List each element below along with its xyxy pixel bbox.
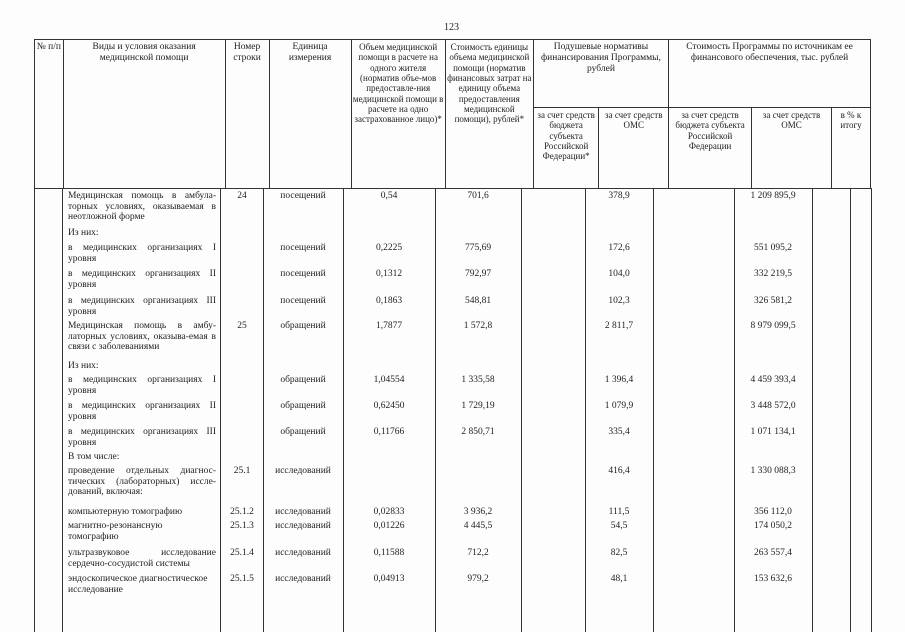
row-percapita-oms: 111,5 <box>608 507 630 517</box>
row-program-oms: 153 632,6 <box>754 574 792 584</box>
row-desc: в медицинских организациях II уровня <box>68 401 216 422</box>
row-program-oms: 356 112,0 <box>754 507 792 517</box>
row-unit: посещений <box>280 243 326 253</box>
header-cost: Стоимость единицы объема медицинской помощи (норматив финансовых затрат на единицу объема предоставления медицинской помощи), рублей* <box>445 40 533 189</box>
row-cost: 3 936,2 <box>463 507 493 517</box>
header-type: Виды и условия оказания медицинской помощи <box>63 40 225 189</box>
row-program-oms: 263 557,4 <box>754 548 792 558</box>
row-volume: 0,11588 <box>373 548 405 558</box>
row-volume: 0,1312 <box>375 269 403 279</box>
header-program-budget: за счет средств бюджета субъекта Российской Федерации <box>669 108 752 189</box>
row-desc: ультразвуковое исследование сердечно-сосудистой системы <box>68 548 216 569</box>
row-number: 25.1.5 <box>230 574 254 584</box>
row-number: 25.1.2 <box>230 507 254 517</box>
row-unit: обращений <box>280 375 326 385</box>
row-program-oms: 8 979 099,5 <box>750 321 796 331</box>
row-cost: 701,6 <box>467 191 489 201</box>
row-percapita-oms: 378,9 <box>608 191 630 201</box>
header-program-oms: за счет средств ОМС <box>752 108 832 189</box>
row-unit: исследований <box>275 466 331 476</box>
row-program-oms: 1 071 134,1 <box>750 427 796 437</box>
header-no: № п/п <box>35 40 64 189</box>
rule <box>871 188 872 632</box>
row-cost: 1 572,8 <box>463 321 493 331</box>
row-desc: эндоскопическое диагностическое исследование <box>68 574 208 595</box>
row-number: 25.1.4 <box>230 548 254 558</box>
row-volume: 0,54 <box>380 191 398 201</box>
row-program-oms: 1 330 088,3 <box>750 466 796 476</box>
row-cost: 1 729,19 <box>461 401 495 411</box>
row-number: 25.1 <box>233 466 251 476</box>
row-desc: Из них: <box>68 228 99 238</box>
row-desc: магнитно-резонансную томографию <box>68 521 163 542</box>
row-cost: 775,69 <box>464 243 492 253</box>
rule <box>220 188 221 632</box>
row-percapita-oms: 102,3 <box>608 296 630 306</box>
row-percapita-oms: 104,0 <box>608 269 630 279</box>
rule <box>521 188 522 632</box>
row-percapita-oms: 416,4 <box>608 466 630 476</box>
row-percapita-oms: 54,5 <box>610 521 628 531</box>
row-desc: Медицинская помощь в амбу-латорных условиях, оказыва-емая в связи с заболеваниями <box>68 321 216 353</box>
row-unit: обращений <box>280 427 326 437</box>
row-unit: исследований <box>275 507 331 517</box>
header-percapita-budget: за счет средств бюджета субъекта Российской Федерации* <box>533 108 599 189</box>
rule <box>812 188 813 632</box>
row-unit: посещений <box>280 296 326 306</box>
row-program-oms: 332 219,5 <box>754 269 792 279</box>
row-desc: В том числе: <box>68 452 120 462</box>
rule <box>34 188 35 632</box>
row-volume: 1,7877 <box>375 321 403 331</box>
row-program-oms: 551 095,2 <box>754 243 792 253</box>
row-unit: посещений <box>280 191 326 201</box>
header-program: Стоимость Программы по источникам ее финансового обеспечения, тыс. рублей <box>669 40 871 108</box>
row-percapita-oms: 48,1 <box>610 574 628 584</box>
row-percapita-oms: 1 396,4 <box>604 375 634 385</box>
header-percapita: Подушевые нормативы финансирования Программы, рублей <box>533 40 668 108</box>
row-desc: проведение отдельных диагнос-тических (лабораторных) иссле-дований, включая: <box>68 466 216 498</box>
row-program-oms: 174 050,2 <box>754 521 792 531</box>
row-program-oms: 4 459 393,4 <box>750 375 796 385</box>
row-volume: 0,11766 <box>373 427 405 437</box>
rule <box>850 188 851 632</box>
rule <box>62 188 63 632</box>
row-unit: исследований <box>275 574 331 584</box>
row-desc: Из них: <box>68 361 99 371</box>
row-desc: Медицинская помощь в амбула-торных условиях, оказываемая в неотложной форме <box>68 191 216 223</box>
row-program-oms: 326 581,2 <box>754 296 792 306</box>
row-desc: в медицинских организациях I уровня <box>68 243 216 264</box>
row-cost: 792,97 <box>464 269 492 279</box>
row-program-oms: 3 448 572,0 <box>750 401 796 411</box>
row-percapita-oms: 335,4 <box>608 427 630 437</box>
row-desc: в медицинских организациях III уровня <box>68 427 216 448</box>
row-unit: обращений <box>280 321 326 331</box>
row-unit: исследований <box>275 548 331 558</box>
row-number: 25 <box>237 321 247 331</box>
page-number: 123 <box>444 22 459 33</box>
row-unit: посещений <box>280 269 326 279</box>
row-percapita-oms: 1 079,9 <box>604 401 634 411</box>
row-program-oms: 1 209 895,9 <box>750 191 796 201</box>
row-volume: 0,62450 <box>373 401 405 411</box>
row-cost: 4 445,5 <box>463 521 493 531</box>
row-cost: 1 335,58 <box>461 375 495 385</box>
row-cost: 548,81 <box>464 296 492 306</box>
row-desc: в медицинских организациях I уровня <box>68 375 216 396</box>
row-volume: 0,02833 <box>373 507 405 517</box>
row-number: 25.1.3 <box>230 521 254 531</box>
header-program-pct: в % к итогу <box>831 108 870 189</box>
row-volume: 0,01226 <box>373 521 405 531</box>
row-volume: 0,04913 <box>373 574 405 584</box>
row-unit: исследований <box>275 521 331 531</box>
row-desc: компьютерную томографию <box>68 507 183 517</box>
rule <box>653 188 654 632</box>
row-desc: в медицинских организациях III уровня <box>68 296 216 317</box>
row-cost: 2 850,71 <box>461 427 495 437</box>
header-volume: Объем медицинской помощи в расчете на одного жителя (норматив объе-мов предоставле-ния медицинской помощи в расчете на одно застрахованное лицо)* <box>351 40 445 189</box>
row-desc: в медицинских организациях II уровня <box>68 269 216 290</box>
row-cost: 979,2 <box>467 574 489 584</box>
row-cost: 712,2 <box>467 548 489 558</box>
row-unit: обращений <box>280 401 326 411</box>
row-percapita-oms: 2 811,7 <box>604 321 634 331</box>
row-percapita-oms: 82,5 <box>610 548 628 558</box>
header-row: Номер строки <box>225 40 269 189</box>
row-volume: 0,2225 <box>375 243 403 253</box>
row-percapita-oms: 172,6 <box>608 243 630 253</box>
row-number: 24 <box>237 191 247 201</box>
row-volume: 0,1863 <box>375 296 403 306</box>
row-volume: 1,04554 <box>373 375 405 385</box>
header-percapita-oms: за счет средств ОМС <box>599 108 669 189</box>
header-unit: Единица измерения <box>269 40 351 189</box>
